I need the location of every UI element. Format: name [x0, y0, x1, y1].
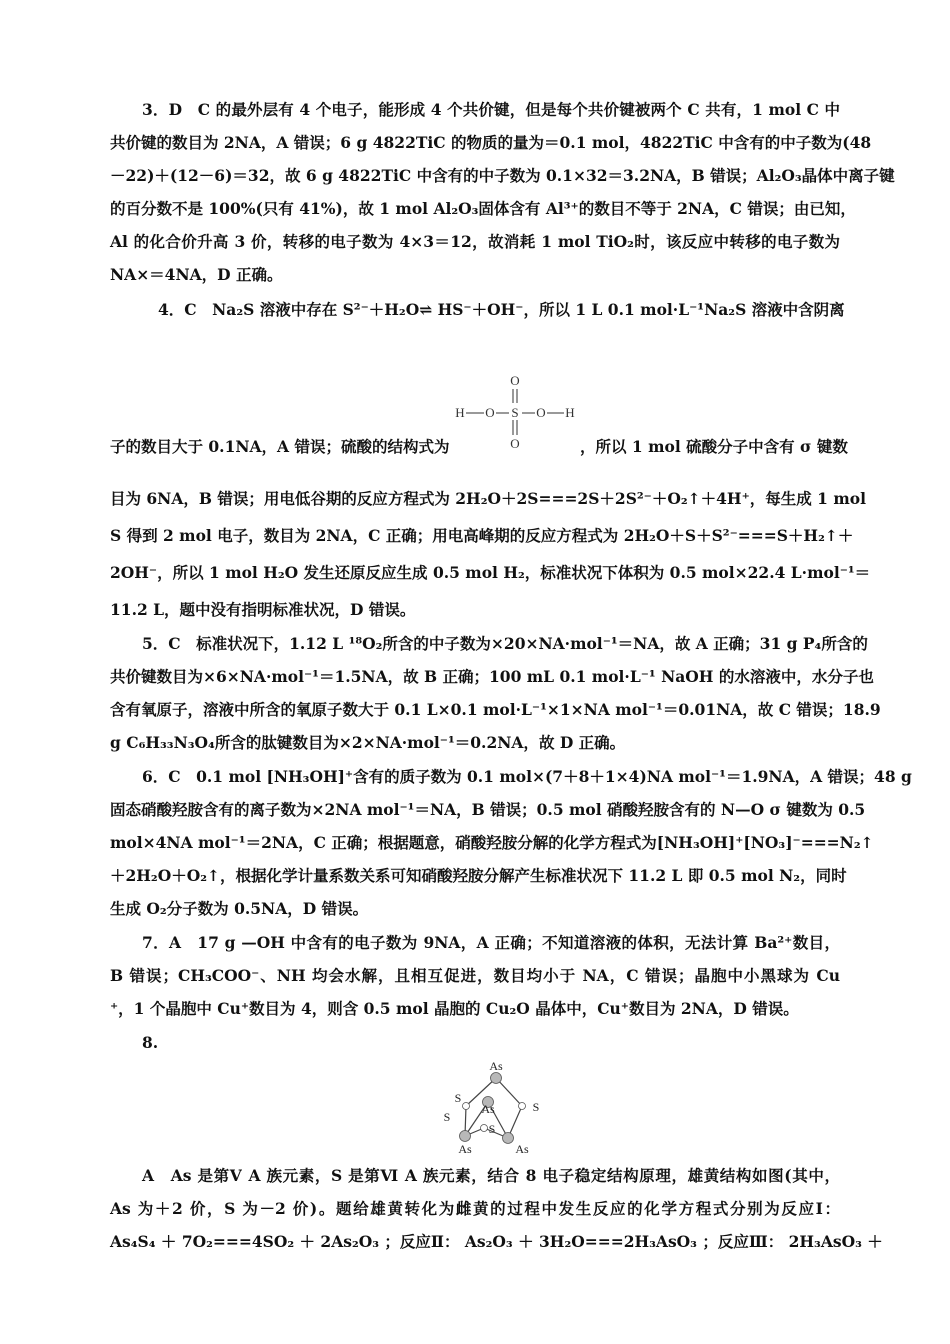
text-line: 生成 O₂分子数为 0.5NA，D 错误。 [110, 899, 369, 918]
text-line: As 为＋2 价，S 为－2 价)。题给雄黄转化为雌黄的过程中发生反应的化学方程式分别为反应Ⅰ： [110, 1199, 840, 1218]
text-line: 固态硝酸羟胺含有的离子数为×2NA mol⁻¹＝NA，B 错误；0.5 mol 硝酸羟胺含有的 N—O σ 键数为 0.5 [110, 800, 866, 819]
atom-label: As [481, 1102, 495, 1116]
atom-label: S [532, 1100, 540, 1114]
atom-label: As [458, 1142, 472, 1156]
atom-H: H [565, 405, 575, 420]
text-line: mol×4NA mol⁻¹＝2NA，C 正确；根据题意，硝酸羟胺分解的化学方程式为[NH₃OH]⁺[NO₃]⁻===N₂↑ [110, 833, 874, 852]
realgar-structure [432, 1058, 552, 1158]
text-line: 共价键数目为×6×NA·mol⁻¹＝1.5NA，故 B 正确；100 mL 0.1 mol·L⁻¹ NaOH 的水溶液中，水分子也 [110, 667, 874, 686]
text-line: ，所以 1 mol 硫酸分子中含有 σ 键数 [580, 437, 848, 456]
text-line: 3．D C 的最外层有 4 个电子，能形成 4 个共价键，但是每个共价键被两个 C 共有，1 mol C 中 [142, 100, 840, 119]
atom-S: S [511, 405, 519, 420]
atom-label: S [454, 1091, 462, 1105]
text-line: ＋2H₂O＋O₂↑，根据化学计量系数关系可知硝酸羟胺分解产生标准状况下 11.2 L 即 0.5 mol N₂，同时 [110, 866, 847, 885]
text-line: 5．C 标准状况下，1.12 L ¹⁸O₂所含的中子数为×20×NA·mol⁻¹＝NA，故 A 正确；31 g P₄所含的 [142, 634, 868, 653]
atom-label: As [515, 1142, 529, 1156]
text-line: 含有氧原子，溶液中所含的氧原子数大于 0.1 L×0.1 mol·L⁻¹×1×NA mol⁻¹＝0.01NA，故 C 错误；18.9 [110, 700, 881, 719]
atom-label: S [488, 1122, 496, 1136]
text-line: 4．C Na₂S 溶液中存在 S²⁻＋H₂O⇌ HS⁻＋OH⁻，所以 1 L 0.1 mol·L⁻¹Na₂S 溶液中含阴离 [158, 300, 845, 319]
text-line: 2OH⁻，所以 1 mol H₂O 发生还原反应生成 0.5 mol H₂，标准状况下体积为 0.5 mol×22.4 L·mol⁻¹＝ [110, 563, 871, 582]
atom-label: As [489, 1059, 503, 1073]
sulfuric-acid-structure [448, 370, 588, 455]
atom-O: O [510, 373, 520, 388]
text-line: 7．A 17 g —OH 中含有的电子数为 9NA，A 正确；不知道溶液的体积，无法计算 Ba²⁺数目， [142, 933, 840, 952]
text-line: S 得到 2 mol 电子，数目为 2NA，C 正确；用电高峰期的反应方程式为 2H₂O＋S＋S²⁻===S＋H₂↑＋ [110, 526, 854, 545]
text-line: 的百分数不是 100%(只有 41%)，故 1 mol Al₂O₃固体含有 Al³⁺的数目不等于 2NA，C 错误；由已知， [110, 199, 856, 218]
atom-H: H [455, 405, 465, 420]
text-line: A As 是第Ⅴ A 族元素，S 是第Ⅵ A 族元素，结合 8 电子稳定结构原理，雄黄结构如图(其中， [142, 1166, 840, 1185]
atom-label: S [443, 1110, 451, 1124]
text-line: 共价键的数目为 2NA，A 错误；6 g 4822TiC 的物质的量为＝0.1 mol，4822TiC 中含有的中子数为(48 [110, 133, 872, 152]
text-line: 8. [142, 1033, 159, 1052]
atom-O: O [485, 405, 495, 420]
atom-O: O [536, 405, 546, 420]
text-line: As₄S₄ ＋ 7O₂===4SO₂ ＋ 2As₂O₃ ；反应Ⅱ： As₂O₃ ＋ 3H₂O===2H₃AsO₃ ；反应Ⅲ： 2H₃AsO₃ ＋ [110, 1232, 883, 1251]
text-line: Al 的化合价升高 3 价，转移的电子数为 4×3＝12，故消耗 1 mol TiO₂时，该反应中转移的电子数为 [110, 232, 840, 251]
text-line: 目为 6NA，B 错误；用电低谷期的反应方程式为 2H₂O＋2S===2S＋2S²⁻＋O₂↑＋4H⁺，每生成 1 mol [110, 489, 866, 508]
text-line: NA×＝4NA，D 正确。 [110, 265, 283, 284]
text-line: 6．C 0.1 mol [NH₃OH]⁺含有的质子数为 0.1 mol×(7＋8＋1×4)NA mol⁻¹＝1.9NA，A 错误；48 g [142, 767, 912, 786]
text-line: 子的数目大于 0.1NA，A 错误；硫酸的结构式为 [110, 437, 450, 456]
text-line: g C₆H₃₃N₃O₄所含的肽键数目为×2×NA·mol⁻¹＝0.2NA，故 D 正确。 [110, 733, 626, 752]
atom-O: O [510, 436, 520, 451]
text-line: B 错误；CH₃COO⁻、NH 均会水解，且相互促进，数目均小于 NA，C 错误；晶胞中小黑球为 Cu [110, 966, 840, 985]
text-line: ⁺，1 个晶胞中 Cu⁺数目为 4，则含 0.5 mol 晶胞的 Cu₂O 晶体中，Cu⁺数目为 2NA，D 错误。 [110, 999, 799, 1018]
text-line: 11.2 L，题中没有指明标准状况，D 错误。 [110, 600, 416, 619]
text-line: －22)＋(12－6)＝32，故 6 g 4822TiC 中含有的中子数为 0.1×32＝3.2NA，B 错误；Al₂O₃晶体中离子键 [110, 166, 895, 185]
